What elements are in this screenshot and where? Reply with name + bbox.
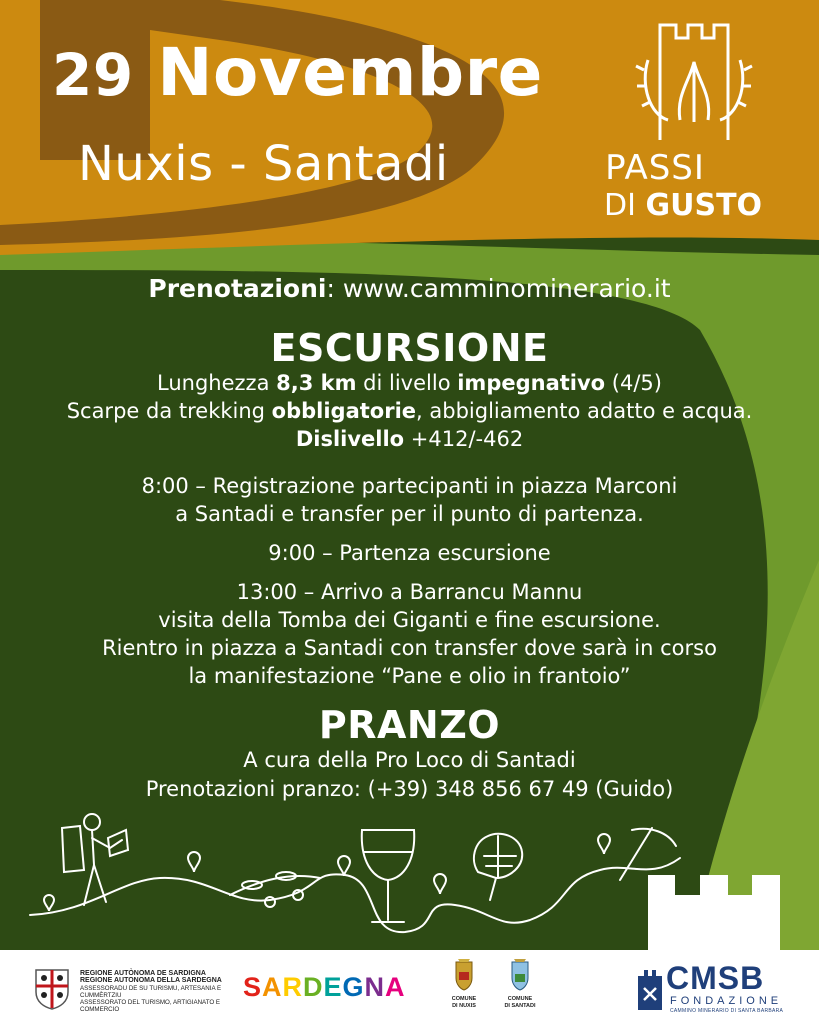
- sardegna-letter: A: [262, 972, 283, 1002]
- brand-word-di-gusto: [580, 188, 790, 223]
- difficulty-value: impegnativo: [457, 371, 606, 395]
- brand-word-passi: PASSI: [605, 148, 705, 188]
- booking-line: [0, 274, 819, 303]
- event-date: [52, 34, 543, 111]
- sardegna-letter: S: [243, 972, 263, 1002]
- sardegna-letter: E: [323, 972, 343, 1002]
- cmsb-logo: [636, 960, 786, 1016]
- nuxis-crest-icon: [451, 958, 477, 992]
- escursione-gear-line: [0, 396, 819, 426]
- route-title: Nuxis - Santadi: [78, 136, 449, 192]
- pranzo-line-2: Prenotazioni pranzo: (+39) 348 856 67 49 (Guido): [145, 777, 674, 801]
- ras-line-2: REGIONE AUTONOMA DELLA SARDEGNA: [80, 977, 222, 985]
- regione-text: [80, 970, 230, 1014]
- sardegna-letter: R: [282, 972, 304, 1002]
- elevation-label: Dislivello: [295, 427, 405, 451]
- difficulty-scale: (4/5): [605, 371, 662, 395]
- comune-santadi-logo: [496, 958, 544, 1009]
- booking-label: Prenotazioni: [148, 274, 327, 303]
- schedule-item-1-line-1: 8:00 – Registrazione partecipanti in piazza Marconi: [141, 474, 678, 498]
- text: Scarpe da trekking: [66, 399, 272, 423]
- sardegna-letter: D: [303, 972, 324, 1002]
- escursione-elevation-line: [0, 424, 819, 454]
- sardegna-logo: [243, 972, 406, 1003]
- escursione-heading: ESCURSIONE: [270, 326, 549, 370]
- ras-line-1: REGIONE AUTÒNOMA DE SARDIGNA: [80, 970, 206, 977]
- sardegna-letter: A: [385, 972, 406, 1002]
- santadi-label-line-1: COMUNE: [507, 996, 533, 1002]
- cmsb-tower-icon: [636, 968, 664, 1012]
- text: Lunghezza: [157, 371, 277, 395]
- ras-line-3: ASSESSORADU DE SU TURISMU, ARTESANIA E CUMMÈRTZIU: [80, 984, 222, 999]
- brand-word-gusto: GUSTO: [645, 188, 763, 223]
- cmsb-name: CMSB: [666, 960, 765, 996]
- schedule-item-2-line-1: 9:00 – Partenza escursione: [268, 541, 551, 565]
- cmsb-subtitle-2: CAMMINO MINERARIO DI SANTA BARBARA: [670, 1008, 784, 1014]
- sponsor-footer: [0, 950, 819, 1024]
- elevation-value: +412/-462: [404, 427, 524, 451]
- schedule-item-3-line-4: la manifestazione “Pane e olio in frantoio”: [188, 664, 631, 688]
- regione-crest-icon: [32, 966, 72, 1010]
- sardegna-letter: G: [342, 972, 365, 1002]
- schedule-item-3-line-1: 13:00 – Arrivo a Barrancu Mannu: [236, 580, 583, 604]
- schedule-item-3-line-3: Rientro in piazza a Santadi con transfer dove sarà in corso: [102, 636, 717, 660]
- santadi-label: [496, 996, 544, 1009]
- brand-word-di: DI: [604, 188, 636, 223]
- comune-nuxis-logo: [440, 958, 488, 1009]
- schedule-item-1-line-2: a Santadi e transfer per il punto di partenza.: [175, 502, 644, 526]
- date-number: 29: [52, 41, 134, 109]
- tower-white-bottom: [648, 875, 780, 950]
- ras-line-4: ASSESSORATO DEL TURISMO, ARTIGIANATO E COMMERCIO: [80, 999, 221, 1014]
- santadi-label-line-2: DI SANTADI: [504, 1002, 536, 1009]
- schedule-item-3-line-2: visita della Tomba dei Giganti e fine escursione.: [158, 608, 661, 632]
- pranzo-line-1: A cura della Pro Loco di Santadi: [243, 748, 576, 772]
- regione-sardegna-logo: [30, 964, 230, 1014]
- mandatory-label: obbligatorie: [271, 399, 417, 423]
- text: , abbigliamento adatto e acqua.: [416, 399, 753, 423]
- pranzo-heading: PRANZO: [318, 703, 501, 747]
- sardegna-letter: N: [364, 972, 386, 1002]
- cmsb-subtitle: FONDAZIONE: [670, 995, 783, 1007]
- nuxis-label-line-1: COMUNE: [451, 996, 477, 1002]
- booking-url[interactable]: : www.camminominerario.it: [326, 274, 671, 303]
- nuxis-label-line-2: DI NUXIS: [452, 1002, 476, 1009]
- text: di livello: [356, 371, 458, 395]
- nuxis-label: [440, 996, 488, 1009]
- length-value: 8,3 km: [276, 371, 357, 395]
- escursione-length-line: [0, 368, 819, 398]
- date-month: Novembre: [157, 34, 543, 111]
- santadi-crest-icon: [507, 958, 533, 992]
